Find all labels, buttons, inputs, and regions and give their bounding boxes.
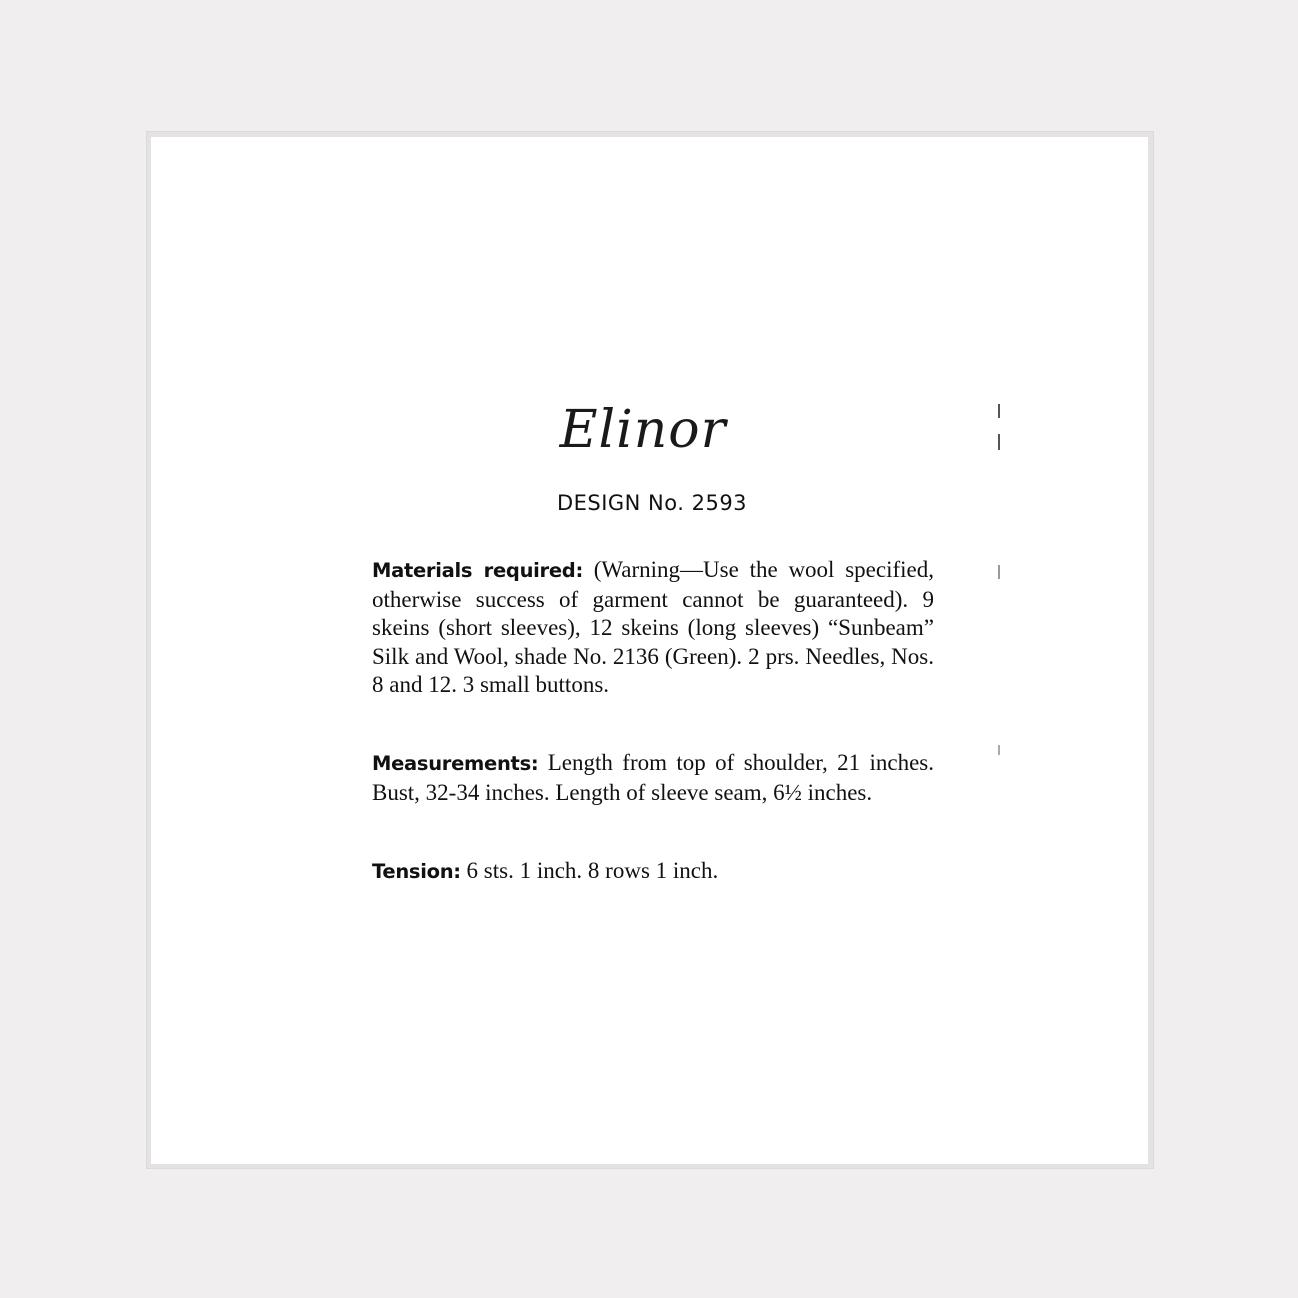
materials-heading: Materials required: — [372, 559, 583, 582]
measurements-heading: Measurements: — [372, 752, 539, 775]
pattern-title: Elinor — [559, 400, 727, 460]
scan-edge-mark — [998, 404, 1000, 418]
measurements-paragraph — [372, 749, 934, 807]
tension-text: 6 sts. 1 inch. 8 rows 1 inch. — [460, 858, 719, 883]
measurements-text: Length from top of shoulder, 21 inches. Bust, 32-34 inches. Length of sleeve seam, 6½ inches. — [372, 750, 934, 805]
scan-edge-mark — [998, 434, 1000, 450]
tension-paragraph — [372, 857, 934, 887]
scan-edge-mark — [998, 565, 1000, 579]
scan-edge-mark — [998, 745, 1000, 755]
tension-heading: Tension: — [372, 860, 461, 883]
materials-paragraph — [372, 556, 934, 700]
design-number: DESIGN No. 2593 — [556, 491, 748, 515]
materials-text: (Warning—Use the wool specified, otherwise success of garment cannot be guaranteed). 9 skeins (short sleeves), 12 skeins (long sleeves) “Sunbeam” Silk and Wool, shade No. 2136 (Green). 2 prs. Needles, Nos. 8 and 12. 3 small buttons. — [372, 557, 934, 697]
